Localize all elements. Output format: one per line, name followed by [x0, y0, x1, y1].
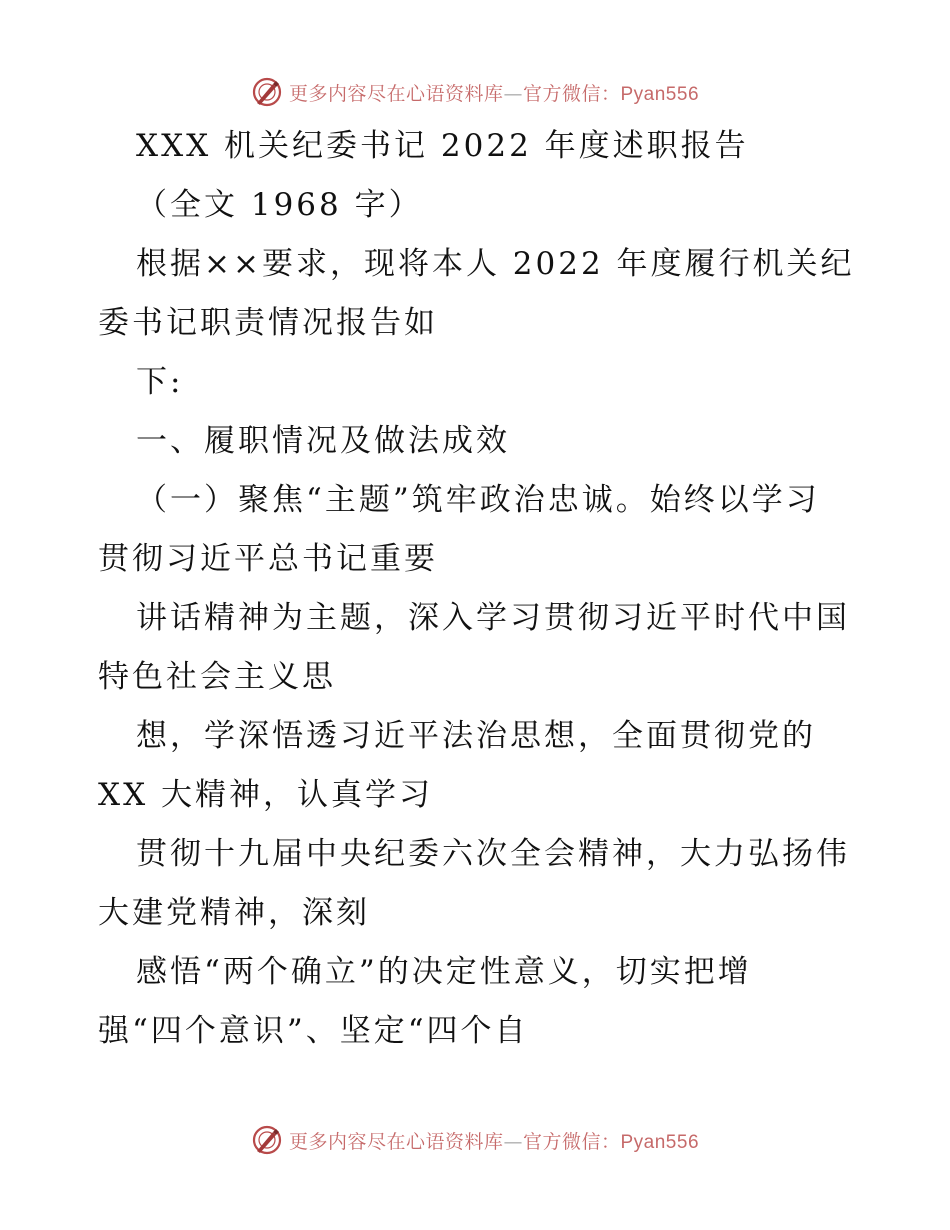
paragraph-line: （一）聚焦“主题”筑牢政治忠诚。始终以学习 [136, 482, 820, 518]
paragraph-line: 下: [136, 364, 184, 400]
paragraph-line: 强“四个意识”、坚定“四个自 [98, 1013, 529, 1049]
paragraph-line: 贯彻十九届中央纪委六次全会精神，大力弘扬伟 [136, 836, 850, 872]
paragraph-line: 委书记职责情况报告如 [98, 305, 438, 341]
document-title: XXX 机关纪委书记 2022 年度述职报告 [136, 128, 749, 164]
watermark-text: 更多内容尽在心语资料库—官方微信：Pyan556 [288, 1130, 700, 1153]
footer-watermark [0, 1120, 950, 1160]
paragraph-line: 讲话精神为主题，深入学习贯彻习近平时代中国 [136, 600, 850, 636]
document-subtitle: （全文 1968 字） [136, 187, 423, 223]
paragraph-line: 特色社会主义思 [98, 659, 336, 695]
paragraph-line: 贯彻习近平总书记重要 [98, 541, 438, 577]
paragraph-line: 想，学深悟透习近平法治思想，全面贯彻党的 [136, 718, 816, 754]
paragraph-line: XX 大精神，认真学习 [98, 777, 433, 813]
section-heading: 一、履职情况及做法成效 [136, 423, 510, 459]
stamp-pen-icon [251, 76, 283, 108]
paragraph-line: 感悟“两个确立”的决定性意义，切实把增 [136, 954, 752, 990]
header-watermark [0, 72, 950, 112]
stamp-pen-icon [251, 1124, 283, 1156]
paragraph-line: 大建党精神，深刻 [98, 895, 370, 931]
paragraph-line: 根据××要求，现将本人 2022 年度履行机关纪 [136, 246, 855, 282]
watermark-text: 更多内容尽在心语资料库—官方微信：Pyan556 [288, 82, 700, 105]
